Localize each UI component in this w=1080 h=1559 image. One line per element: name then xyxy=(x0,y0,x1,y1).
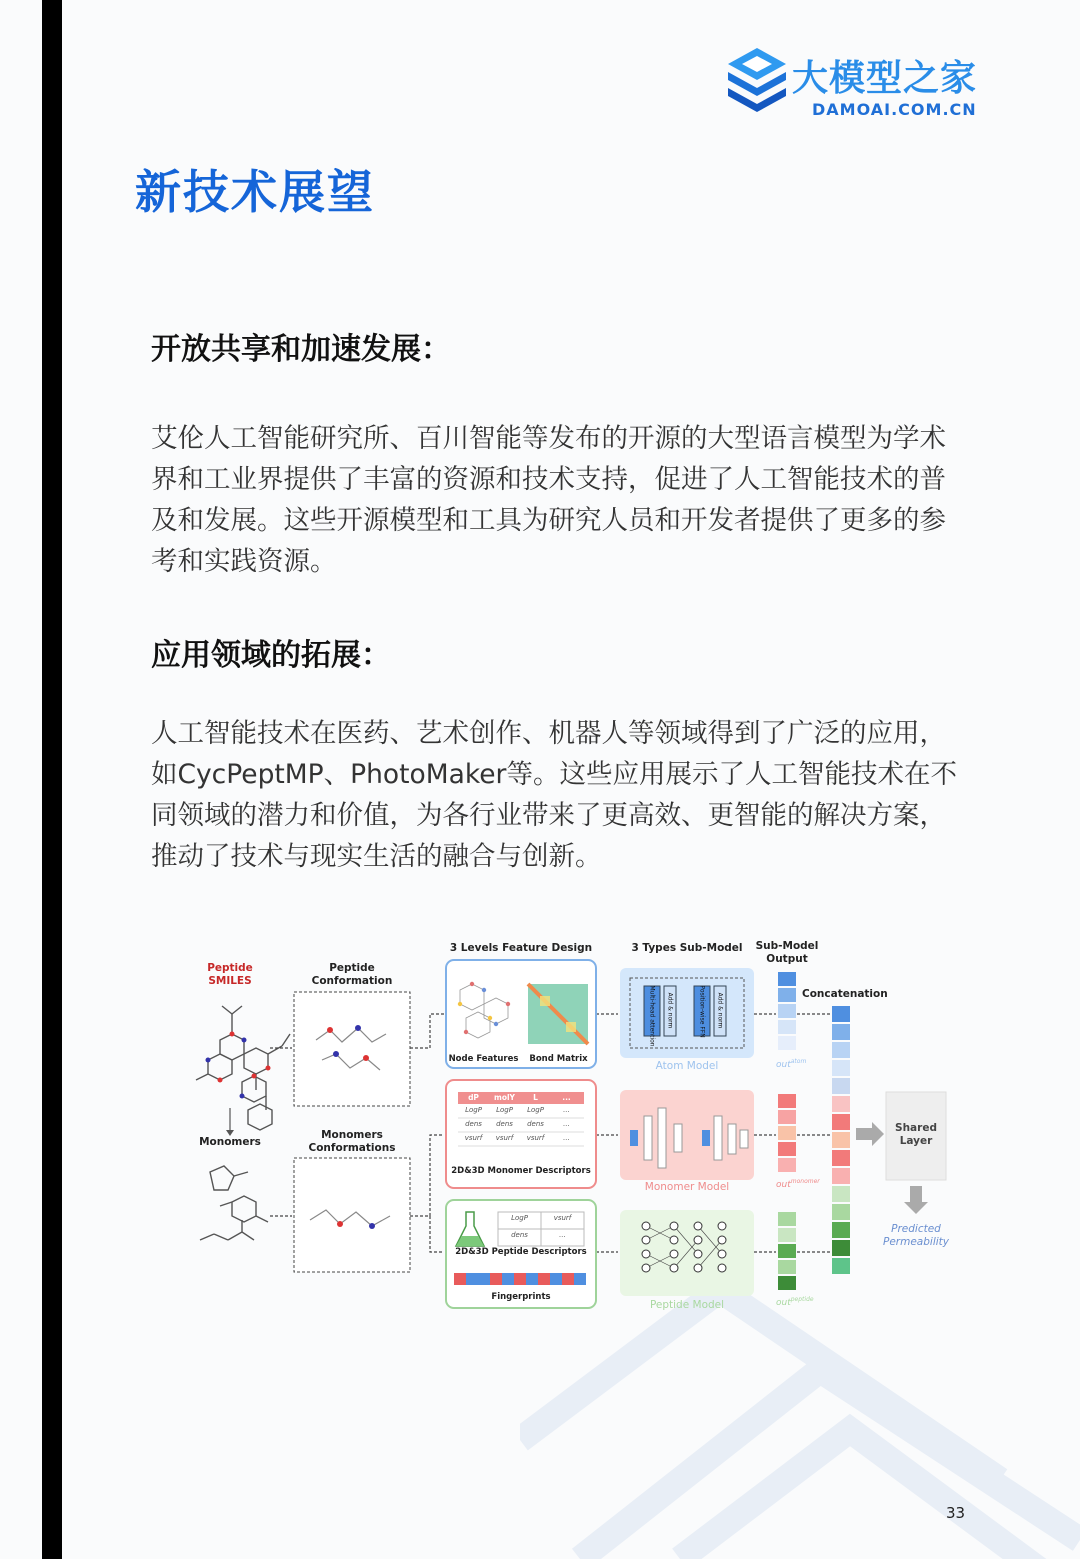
concatenation-label: Concatenation xyxy=(802,988,888,1000)
peptide-molecule-drawing xyxy=(196,1006,290,1130)
section-paragraph-open-sharing xyxy=(151,418,991,582)
brand-name: 大模型之家 xyxy=(792,58,978,99)
page-title: 新技术展望 xyxy=(135,165,375,219)
out-peptide-text: out xyxy=(776,1298,791,1308)
table-cell: dens xyxy=(465,1120,482,1128)
paragraph-line: 界和工业界提供了丰富的资源和技术支持，促进了人工智能技术的普 xyxy=(151,464,946,495)
table-header-cell: ... xyxy=(562,1093,571,1102)
monomer-descriptors-label: 2D&3D Monomer Descriptors xyxy=(451,1166,591,1176)
brand-logo xyxy=(726,46,1006,118)
table-cell: ... xyxy=(563,1120,570,1128)
monomer-molecule-drawing xyxy=(200,1166,268,1240)
cycpeptmp-architecture-figure xyxy=(190,930,970,1325)
table-cell: LogP xyxy=(496,1106,513,1114)
table-cell: dens xyxy=(496,1120,513,1128)
paragraph-line: 同领域的潜力和价值，为各行业带来了更高效、更智能的解决方案， xyxy=(151,800,946,831)
shared-layer-text: Shared Layer xyxy=(895,1122,937,1147)
sub-model-output-text: Sub-Model Output xyxy=(755,940,819,965)
table-header-cell: molY xyxy=(494,1093,515,1102)
peptide-output-column xyxy=(778,1212,796,1290)
paragraph-line: 如CycPeptMP、PhotoMaker等。这些应用展示了人工智能技术在不 xyxy=(151,759,957,790)
table-cell: ... xyxy=(563,1134,570,1142)
table-cell: vsurf xyxy=(464,1134,483,1142)
out-atom-sup: atom xyxy=(790,1058,807,1065)
peptide-model-label: Peptide Model xyxy=(649,1299,725,1311)
shared-layer-label xyxy=(886,1122,946,1148)
brand-domain: DAMOAI.COM.CN xyxy=(812,100,977,119)
table-cell: LogP xyxy=(511,1214,528,1222)
table-header-cell: dP xyxy=(468,1093,479,1102)
predicted-permeability-label xyxy=(870,1223,962,1249)
out-monomer-label xyxy=(776,1178,820,1190)
monomers-conformations-label xyxy=(294,1129,410,1155)
out-peptide-label xyxy=(776,1296,814,1308)
fingerprint-strip xyxy=(454,1273,586,1285)
page-number: 33 xyxy=(946,1504,966,1522)
atom-output-column xyxy=(778,972,796,1050)
peptide-descriptors-label: 2D&3D Peptide Descriptors xyxy=(455,1247,587,1257)
atom-block-label: Add & norm xyxy=(666,992,674,1029)
fingerprints-label: Fingerprints xyxy=(491,1292,551,1302)
peptide-smiles-label xyxy=(190,962,270,988)
section-heading-applications: 应用领域的拓展： xyxy=(151,638,391,673)
table-cell: ... xyxy=(563,1106,570,1114)
table-header-cell: L xyxy=(533,1093,538,1102)
peptide-conformation-text: Peptide Conformation xyxy=(311,962,393,987)
table-cell: vsurf xyxy=(495,1134,514,1142)
monomer-output-column xyxy=(778,1094,796,1172)
table-cell: vsurf xyxy=(526,1134,545,1142)
table-cell: dens xyxy=(511,1231,528,1239)
atom-model-label: Atom Model xyxy=(655,1060,719,1072)
atom-block-label: Multi-head attention xyxy=(648,985,656,1047)
paragraph-line: 人工智能技术在医药、艺术创作、机器人等领域得到了广泛的应用， xyxy=(151,718,946,749)
left-border-bar xyxy=(42,0,62,1559)
bond-matrix-label: Bond Matrix xyxy=(529,1054,588,1064)
feature-design-label: 3 Levels Feature Design xyxy=(449,942,593,954)
sub-model-label: 3 Types Sub-Model xyxy=(631,942,743,954)
paragraph-line: 及和发展。这些开源模型和工具为研究人员和开发者提供了更多的参 xyxy=(151,505,946,536)
node-features-label: Node Features xyxy=(448,1054,519,1064)
out-atom-label xyxy=(776,1058,806,1070)
section-paragraph-applications xyxy=(151,713,991,877)
table-cell: LogP xyxy=(465,1106,482,1114)
section-heading-open-sharing: 开放共享和加速发展： xyxy=(151,332,451,367)
layered-cube-logo-icon xyxy=(726,46,788,112)
monomers-label: Monomers xyxy=(199,1136,261,1148)
sub-model-output-label xyxy=(750,940,824,966)
peptide-conformation-label xyxy=(294,962,410,988)
monomers-conformations-text: Monomers Conformations xyxy=(308,1129,396,1154)
peptide-smiles-text: Peptide SMILES xyxy=(207,962,253,987)
atom-block-label: Position-wise FFN xyxy=(698,985,706,1038)
table-cell: ... xyxy=(559,1231,566,1239)
concatenation-column xyxy=(832,1006,850,1274)
monomer-model-label: Monomer Model xyxy=(644,1181,730,1193)
paragraph-line: 艾伦人工智能研究所、百川智能等发布的开源的大型语言模型为学术 xyxy=(151,423,946,454)
atom-block-label: Add & norm xyxy=(716,992,724,1029)
table-cell: vsurf xyxy=(553,1214,572,1222)
paragraph-line: 考和实践资源。 xyxy=(151,546,337,577)
out-monomer-sup: monomer xyxy=(790,1178,820,1185)
paragraph-line: 推动了技术与现实生活的融合与创新。 xyxy=(151,841,602,872)
table-cell: LogP xyxy=(527,1106,544,1114)
table-cell: dens xyxy=(527,1120,544,1128)
out-monomer-text: out xyxy=(776,1180,791,1190)
out-atom-text: out xyxy=(776,1060,791,1070)
predicted-permeability-text: Predicted Permeability xyxy=(883,1223,949,1248)
out-peptide-sup: peptide xyxy=(790,1296,814,1303)
